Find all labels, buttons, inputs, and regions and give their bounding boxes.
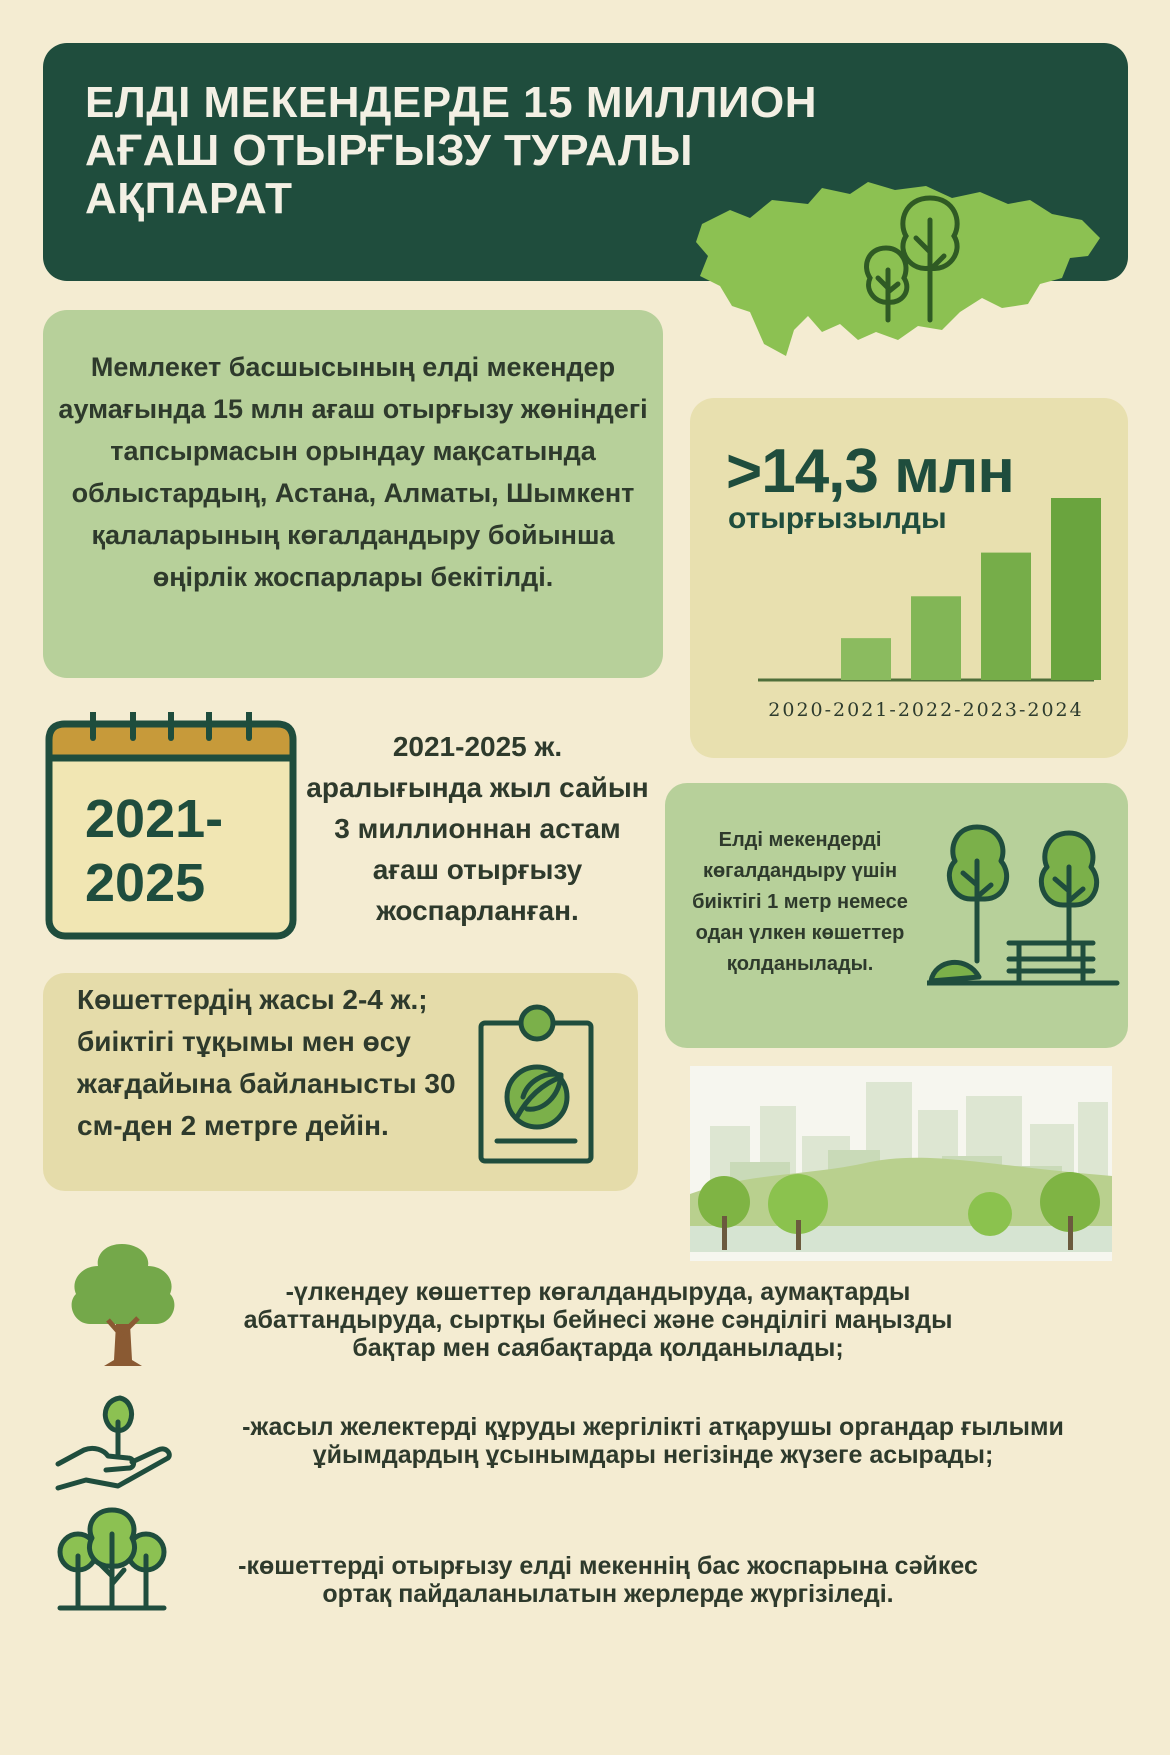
sapling-size-text: Елді мекендерді көгалдандыру үшін биіктігі 1 метр немесе одан үлкен көшеттер қолданылады. <box>692 829 908 975</box>
intro-card <box>43 310 663 678</box>
growth-bar-chart <box>690 398 1128 758</box>
sapling-age-card <box>43 973 638 1191</box>
sapling-size-card <box>665 783 1128 1048</box>
bar-2024 <box>1051 498 1101 680</box>
bar-2021 <box>841 638 891 680</box>
calendar-icon <box>45 712 297 942</box>
bar-2023 <box>981 553 1031 680</box>
calendar-years: 2021- 2025 <box>85 789 224 913</box>
hand-sprout-icon <box>54 1394 176 1502</box>
stat-card <box>690 398 1128 758</box>
forest-icon <box>56 1506 168 1614</box>
city-park-illustration <box>690 1066 1112 1261</box>
intro-text: Мемлекет басшысының елді мекендер аумағында 15 млн ағаш отырғызу жөніндегі тапсырмасын орындау мақсатында облыстардың, Астана, Алматы, Шымкент қалаларының көгалдандыру бойынша өңірлік жоспарлары бекітілді. <box>58 352 648 592</box>
tree-icon <box>64 1240 182 1368</box>
bullet-text-3: -көшеттерді отырғызу елді мекеннің бас жоспарына сәйкес ортақ пайдаланылатын жерлерде жүргізіледі. <box>238 1552 978 1608</box>
kazakhstan-map-icon <box>690 180 1110 380</box>
sapling-age-text: Көшеттердің жасы 2-4 ж.; биіктігі тұқымы мен өсу жағдайына байланысты 30 см-ден 2 метрге дейін. <box>77 984 456 1141</box>
chart-xlabel: 2020-2021-2022-2023-2024 <box>768 699 1084 721</box>
page-title: ЕЛДІ МЕКЕНДЕРДЕ 15 МИЛЛИОН АҒАШ ОТЫРҒЫЗУ ТУРАЛЫ АҚПАРАТ <box>85 78 817 223</box>
bullet-text-1: -үлкендеу көшеттер көгалдандыруда, аумақтарды абаттандыруда, сыртқы бейнесі және сәнділігі маңызды бақтар мен саябақтарда қолданылады; <box>243 1278 953 1362</box>
park-bench-icon <box>927 821 1123 1011</box>
planted-label: отырғызылды <box>728 502 947 535</box>
bar-2022 <box>911 596 961 680</box>
planted-total: >14,3 млн <box>726 437 1014 506</box>
plan-text: 2021-2025 ж. аралығында жыл сайын 3 миллионнан астам ағаш отырғызу жоспарланған. <box>306 731 649 926</box>
bullet-text-2: -жасыл желектерді құруды жергілікті атқарушы органдар ғылыми ұйымдардың ұсынымдары негізінде жүзеге асырады; <box>242 1413 1064 1469</box>
leaf-document-icon <box>473 1001 599 1167</box>
